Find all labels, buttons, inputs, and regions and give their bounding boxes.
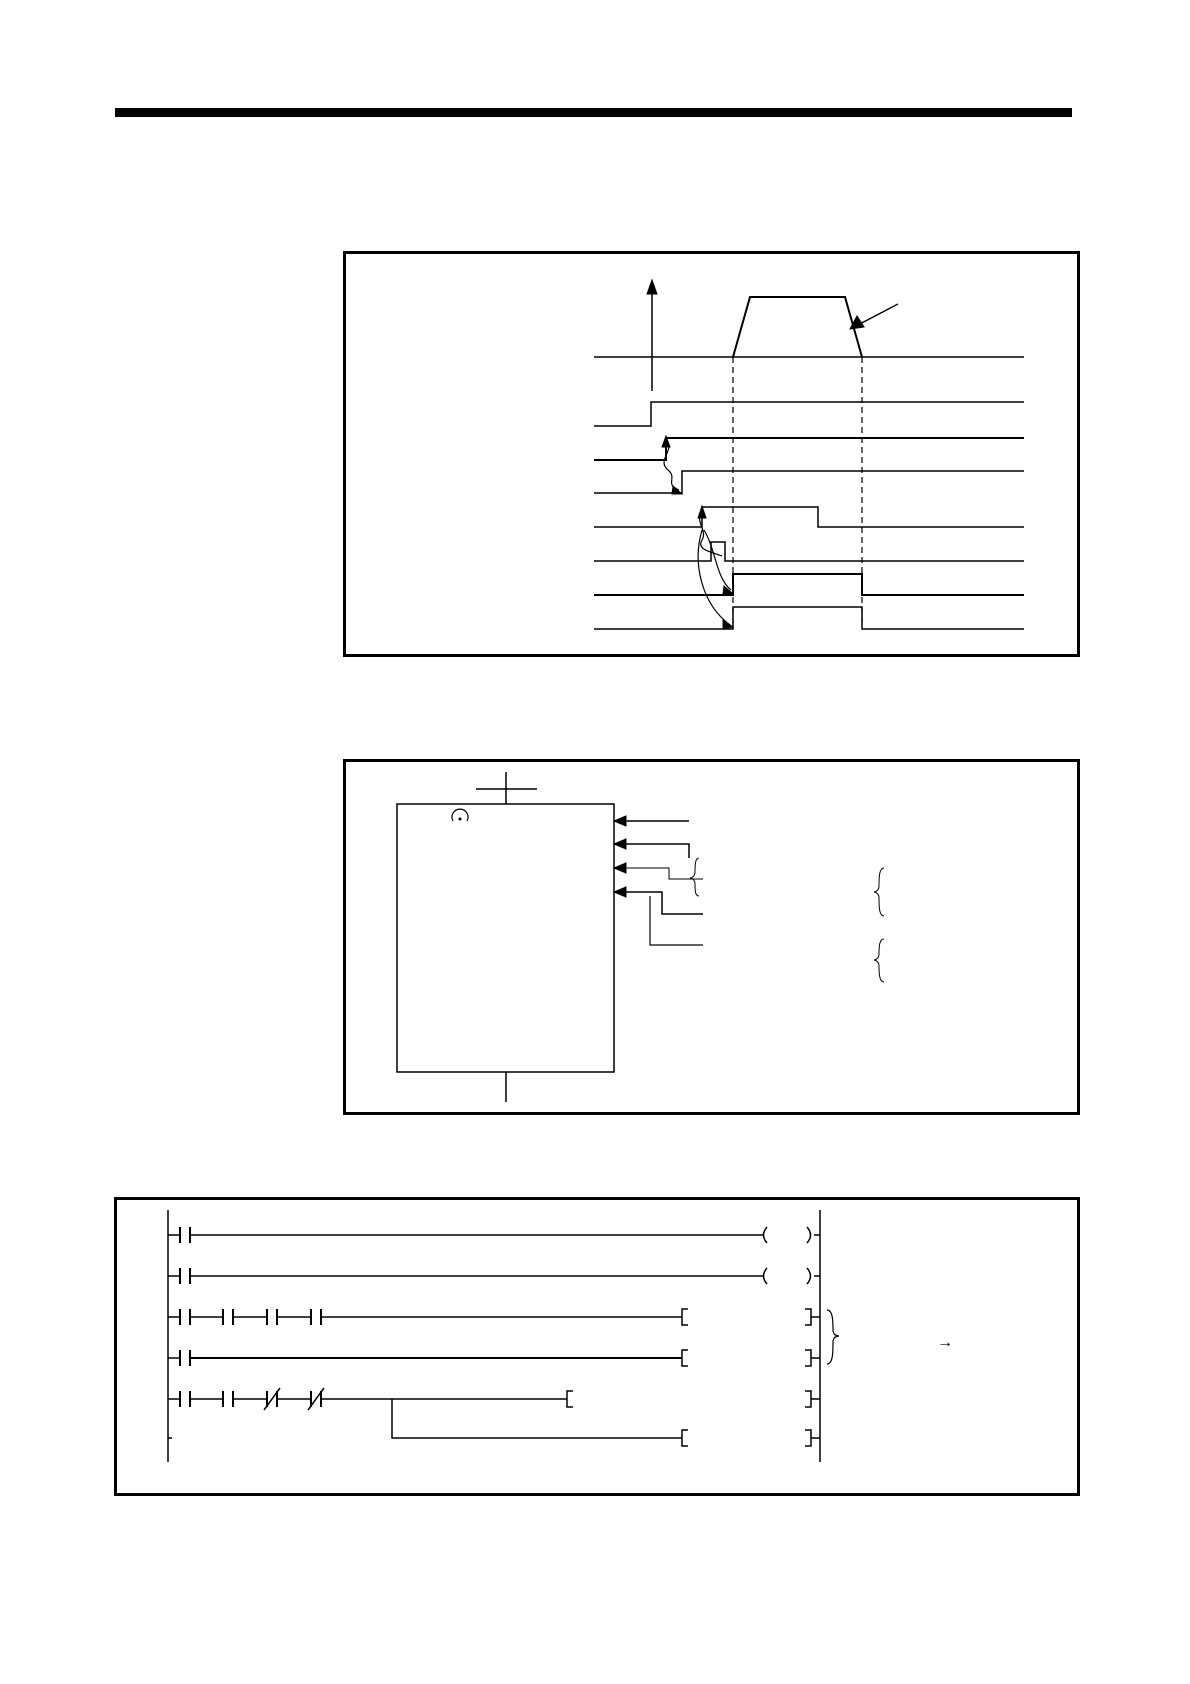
timing-chart	[346, 254, 1083, 660]
input-arrow-1-head	[614, 816, 626, 826]
signal-row-1	[594, 402, 1024, 426]
rung-3	[168, 1309, 820, 1325]
input-arrow-4-head	[614, 887, 626, 897]
signal-row-4	[594, 507, 1024, 527]
program-block-diagram	[346, 762, 1083, 1118]
instruction-5-right	[805, 1391, 811, 1407]
header-rule	[115, 108, 1072, 117]
coil-2-right	[807, 1268, 811, 1284]
instruction-6-left	[682, 1430, 688, 1446]
causal-arrow-4-head	[723, 620, 733, 629]
rung-5	[168, 1388, 820, 1410]
causal-arrow-1-tail	[672, 486, 682, 494]
input-arrow-2-head	[614, 839, 626, 849]
signal-row-7	[594, 607, 1024, 629]
coil-1-right	[807, 1227, 811, 1243]
input-arrow-3	[618, 868, 703, 879]
ladder-program-frame	[114, 1197, 1080, 1496]
brace-2	[874, 868, 884, 916]
instruction-4-right	[805, 1350, 811, 1366]
program-box	[397, 804, 614, 1072]
rung-2	[168, 1268, 820, 1284]
instruction-4-left	[682, 1350, 688, 1366]
signal-row-6	[594, 574, 1024, 595]
ladder-diagram	[117, 1200, 1083, 1499]
signal-row-2	[594, 438, 1024, 460]
program-block-frame	[343, 759, 1080, 1115]
rotate-icon-dot	[459, 818, 462, 821]
input-arrow-4	[618, 892, 703, 914]
causal-arrow-3	[704, 530, 731, 590]
timing-chart-frame	[343, 251, 1080, 657]
input-arrow-3-head	[614, 863, 626, 873]
signal-row-5	[594, 542, 1024, 561]
coil-2-left	[764, 1268, 768, 1284]
rung-1	[168, 1227, 820, 1243]
causal-arrow-2-head	[698, 506, 706, 518]
instruction-3-left	[682, 1309, 688, 1325]
instruction-5-left	[567, 1391, 573, 1407]
ladder-brace	[827, 1310, 839, 1364]
coil-1-left	[764, 1227, 768, 1243]
brace-3	[874, 939, 884, 982]
rung-4	[168, 1350, 820, 1366]
instruction-3-right	[805, 1309, 811, 1325]
rung-6	[168, 1399, 820, 1446]
profile-leader	[856, 304, 898, 326]
speed-profile	[733, 297, 862, 357]
brace-1	[690, 858, 699, 896]
signal-row-3	[594, 471, 1024, 493]
input-arrow-5	[650, 896, 703, 945]
instruction-6-right	[805, 1430, 811, 1446]
ladder-arrow-text: →	[937, 1334, 953, 1351]
speed-axis-arrowhead	[647, 280, 657, 294]
input-arrow-2	[618, 844, 689, 858]
